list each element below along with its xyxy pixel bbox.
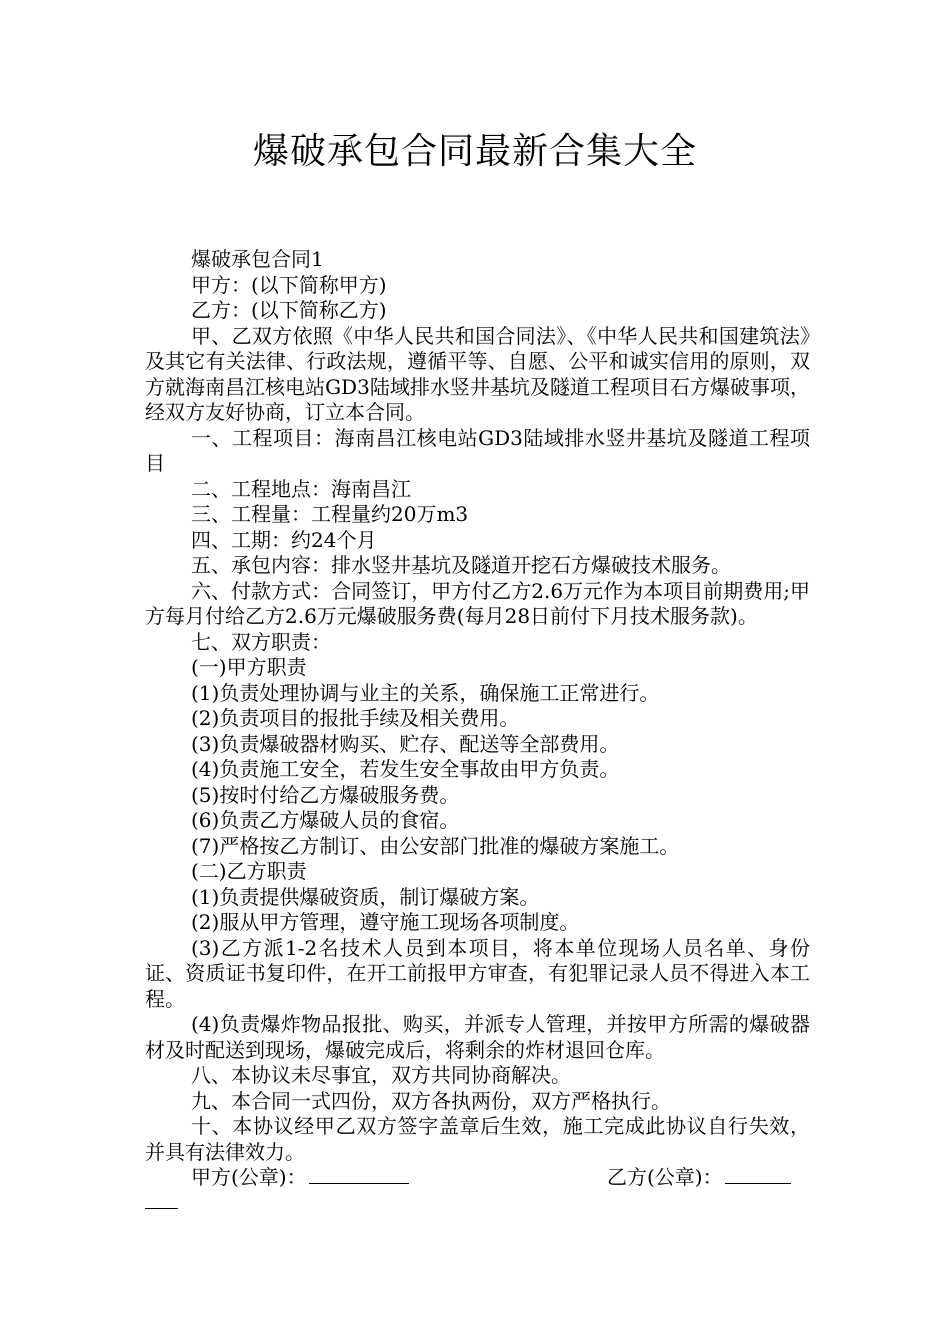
party-a-duty-7: (7)严格按乙方制订、由公安部门批准的爆破方案施工。 [191,833,680,858]
party-a-seal-label: 甲方(公章)： [191,1165,307,1189]
preamble-paragraph: 甲、乙双方依照《中华人民共和国合同法》、《中华人民共和国建筑法》及其它有关法律、行政法规，遵循平等、自愿、公平和诚实信用的原则，双方就海南昌江核电站GD3陆域排水竖井基坑及隧道工程项目石方爆破事项，经双方友好协商，订立本合同。 [145,323,810,424]
clause-duration: 四、工期：约24个月 [191,527,377,552]
clause-scope: 五、承包内容：排水竖井基坑及隧道开挖石方爆破技术服务。 [191,553,731,577]
party-a-duty-6: (6)负责乙方爆破人员的食宿。 [191,808,460,832]
party-b-signature [607,1165,791,1191]
party-a-duty-4: (4)负责施工安全，若发生安全事故由甲方负责。 [191,757,620,781]
party-b-seal-label: 乙方(公章)： [607,1165,723,1189]
party-a-duty-1: (1)负责处理协调与业主的关系，确保施工正常进行。 [191,680,660,705]
party-b-signature-blank [725,1165,791,1184]
clause-location: 二、工程地点：海南昌江 [191,476,411,501]
party-a-signature-blank [309,1165,409,1184]
clause-payment: 六、付款方式：合同签订，甲方付乙方2.6万元作为本项目前期费用;甲方每月付给乙方2.6万元爆破服务费(每月28日前付下月技术服务款)。 [145,578,810,628]
party-a-duty-2: (2)负责项目的报批手续及相关费用。 [191,706,520,730]
clause-effectiveness: 十、本协议经甲乙双方签字盖章后生效，施工完成此协议自行失效，并具有法律效力。 [145,1114,810,1164]
party-b-duties-heading: (二)乙方职责 [191,859,307,883]
party-a-duty-3: (3)负责爆破器材购买、贮存、配送等全部费用。 [191,731,620,756]
party-a-line: 甲方：(以下简称甲方) [191,272,387,297]
document-body [145,247,810,1209]
clause-unresolved-matters: 八、本协议未尽事宜，双方共同协商解决。 [191,1063,571,1087]
party-a-duties-heading: (一)甲方职责 [191,655,307,679]
party-a-duty-5: (5)按时付给乙方爆破服务费。 [191,782,460,807]
party-b-line: 乙方：(以下简称乙方) [191,298,387,322]
party-b-duty-4: (4)负责爆炸物品报批、购买，并派专人管理，并按甲方所需的爆破器材及时配送到现场，爆破完成后，将剩余的炸材退回仓库。 [145,1012,810,1062]
document-title: 爆破承包合同最新合集大全 [252,131,697,172]
clause-quantity: 三、工程量：工程量约20万m3 [191,502,469,526]
party-b-duty-1: (1)负责提供爆破资质，制订爆破方案。 [191,884,540,909]
contract-heading: 爆破承包合同1 [191,247,324,271]
party-b-signature-blank-continued [145,1191,178,1209]
signature-row [145,1165,810,1191]
clause-responsibilities: 七、双方职责： [191,629,331,654]
party-b-duty-2: (2)服从甲方管理，遵守施工现场各项制度。 [191,910,580,934]
clause-project: 一、工程项目：海南昌江核电站GD3陆域排水竖井基坑及隧道工程项目 [145,425,810,475]
party-a-signature [191,1165,409,1191]
clause-copies: 九、本合同一式四份，双方各执两份，双方严格执行。 [191,1088,671,1113]
party-b-duty-3: (3)乙方派1-2名技术人员到本项目，将本单位现场人员名单、身份证、资质证书复印件，在开工前报甲方审查，有犯罪记录人员不得进入本工程。 [145,935,810,1011]
